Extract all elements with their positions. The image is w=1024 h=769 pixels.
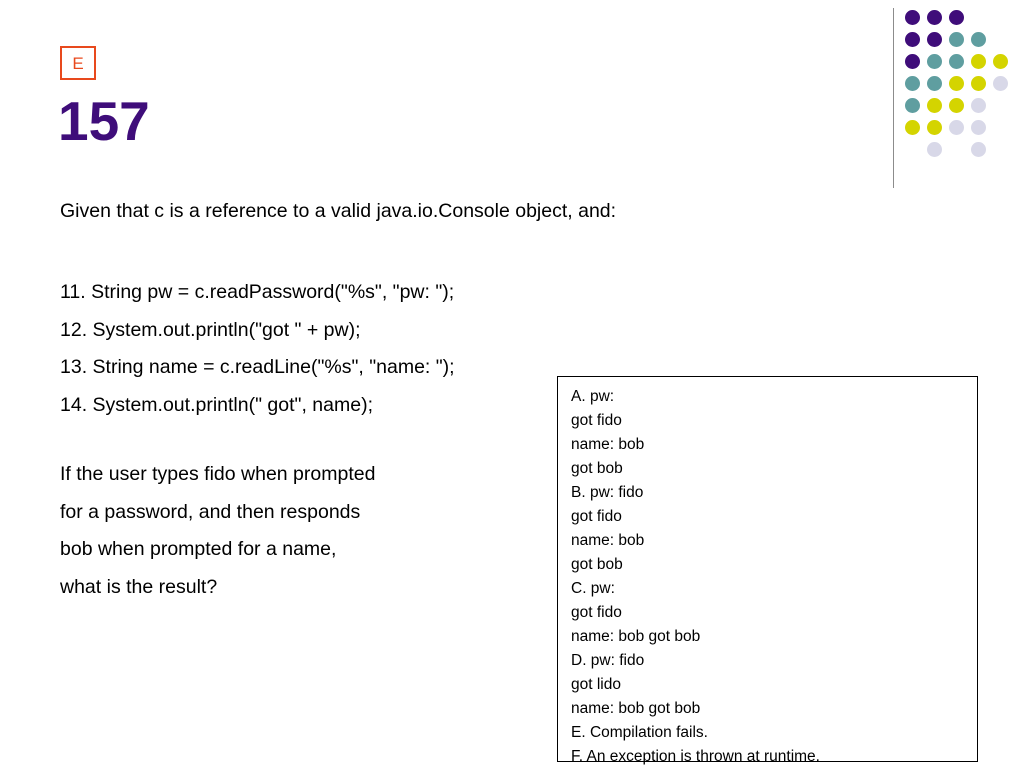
page-title: 157 <box>58 90 150 152</box>
decorative-dot-grid <box>905 10 1015 165</box>
dot-26 <box>971 142 986 157</box>
dot-13 <box>927 76 942 91</box>
dot-1 <box>927 10 942 25</box>
dot-22 <box>927 120 942 135</box>
code-line: 12. System.out.println("got " + pw); <box>60 318 361 341</box>
dot-19 <box>949 98 964 113</box>
answer-line: E. Compilation fails. <box>571 724 708 741</box>
dot-12 <box>905 76 920 91</box>
answer-line: got fido <box>571 412 622 429</box>
dot-5 <box>949 32 964 47</box>
dot-16 <box>993 76 1008 91</box>
dot-6 <box>971 32 986 47</box>
dot-20 <box>971 98 986 113</box>
dot-0 <box>905 10 920 25</box>
answer-line: got bob <box>571 460 623 477</box>
dot-8 <box>927 54 942 69</box>
question-line: for a password, and then responds <box>60 500 361 523</box>
answer-line: got lido <box>571 676 621 693</box>
question-text <box>60 456 550 606</box>
code-line: 13. String name = c.readLine("%s", "name: "); <box>60 356 455 378</box>
answer-line: got fido <box>571 604 622 621</box>
answer-line: name: bob <box>571 532 645 549</box>
dot-17 <box>905 98 920 113</box>
dot-23 <box>949 120 964 135</box>
question-line: what is the result? <box>60 575 218 598</box>
dot-25 <box>927 142 942 157</box>
section-badge: E <box>60 46 96 80</box>
dot-10 <box>971 54 986 69</box>
dot-4 <box>927 32 942 47</box>
dot-24 <box>971 120 986 135</box>
dot-21 <box>905 120 920 135</box>
code-line: 14. System.out.println(" got", name); <box>60 393 373 416</box>
dot-9 <box>949 54 964 69</box>
answer-line: A. pw: <box>571 388 615 405</box>
answer-line: D. pw: fido <box>571 652 645 669</box>
code-line: 11. String pw = c.readPassword("%s", "pw: "); <box>60 281 455 303</box>
answer-line: got fido <box>571 508 622 525</box>
dot-15 <box>971 76 986 91</box>
dot-7 <box>905 54 920 69</box>
dot-18 <box>927 98 942 113</box>
question-line: bob when prompted for a name, <box>60 538 337 560</box>
answer-line: name: bob got bob <box>571 700 701 717</box>
dot-3 <box>905 32 920 47</box>
code-listing <box>60 274 455 424</box>
dot-11 <box>993 54 1008 69</box>
answer-line: C. pw: <box>571 580 615 597</box>
answer-line: got bob <box>571 556 623 573</box>
answer-line: F. An exception is thrown at runtime. <box>571 748 820 765</box>
answer-line: name: bob <box>571 436 645 453</box>
answer-options-box <box>557 376 978 765</box>
dot-2 <box>949 10 964 25</box>
vertical-divider <box>893 8 894 188</box>
intro-text: Given that c is a reference to a valid java.io.Console object, and: <box>60 200 617 222</box>
answer-line: name: bob got bob <box>571 628 701 645</box>
dot-14 <box>949 76 964 91</box>
answer-line: B. pw: fido <box>571 484 644 501</box>
question-line: If the user types fido when prompted <box>60 463 376 485</box>
